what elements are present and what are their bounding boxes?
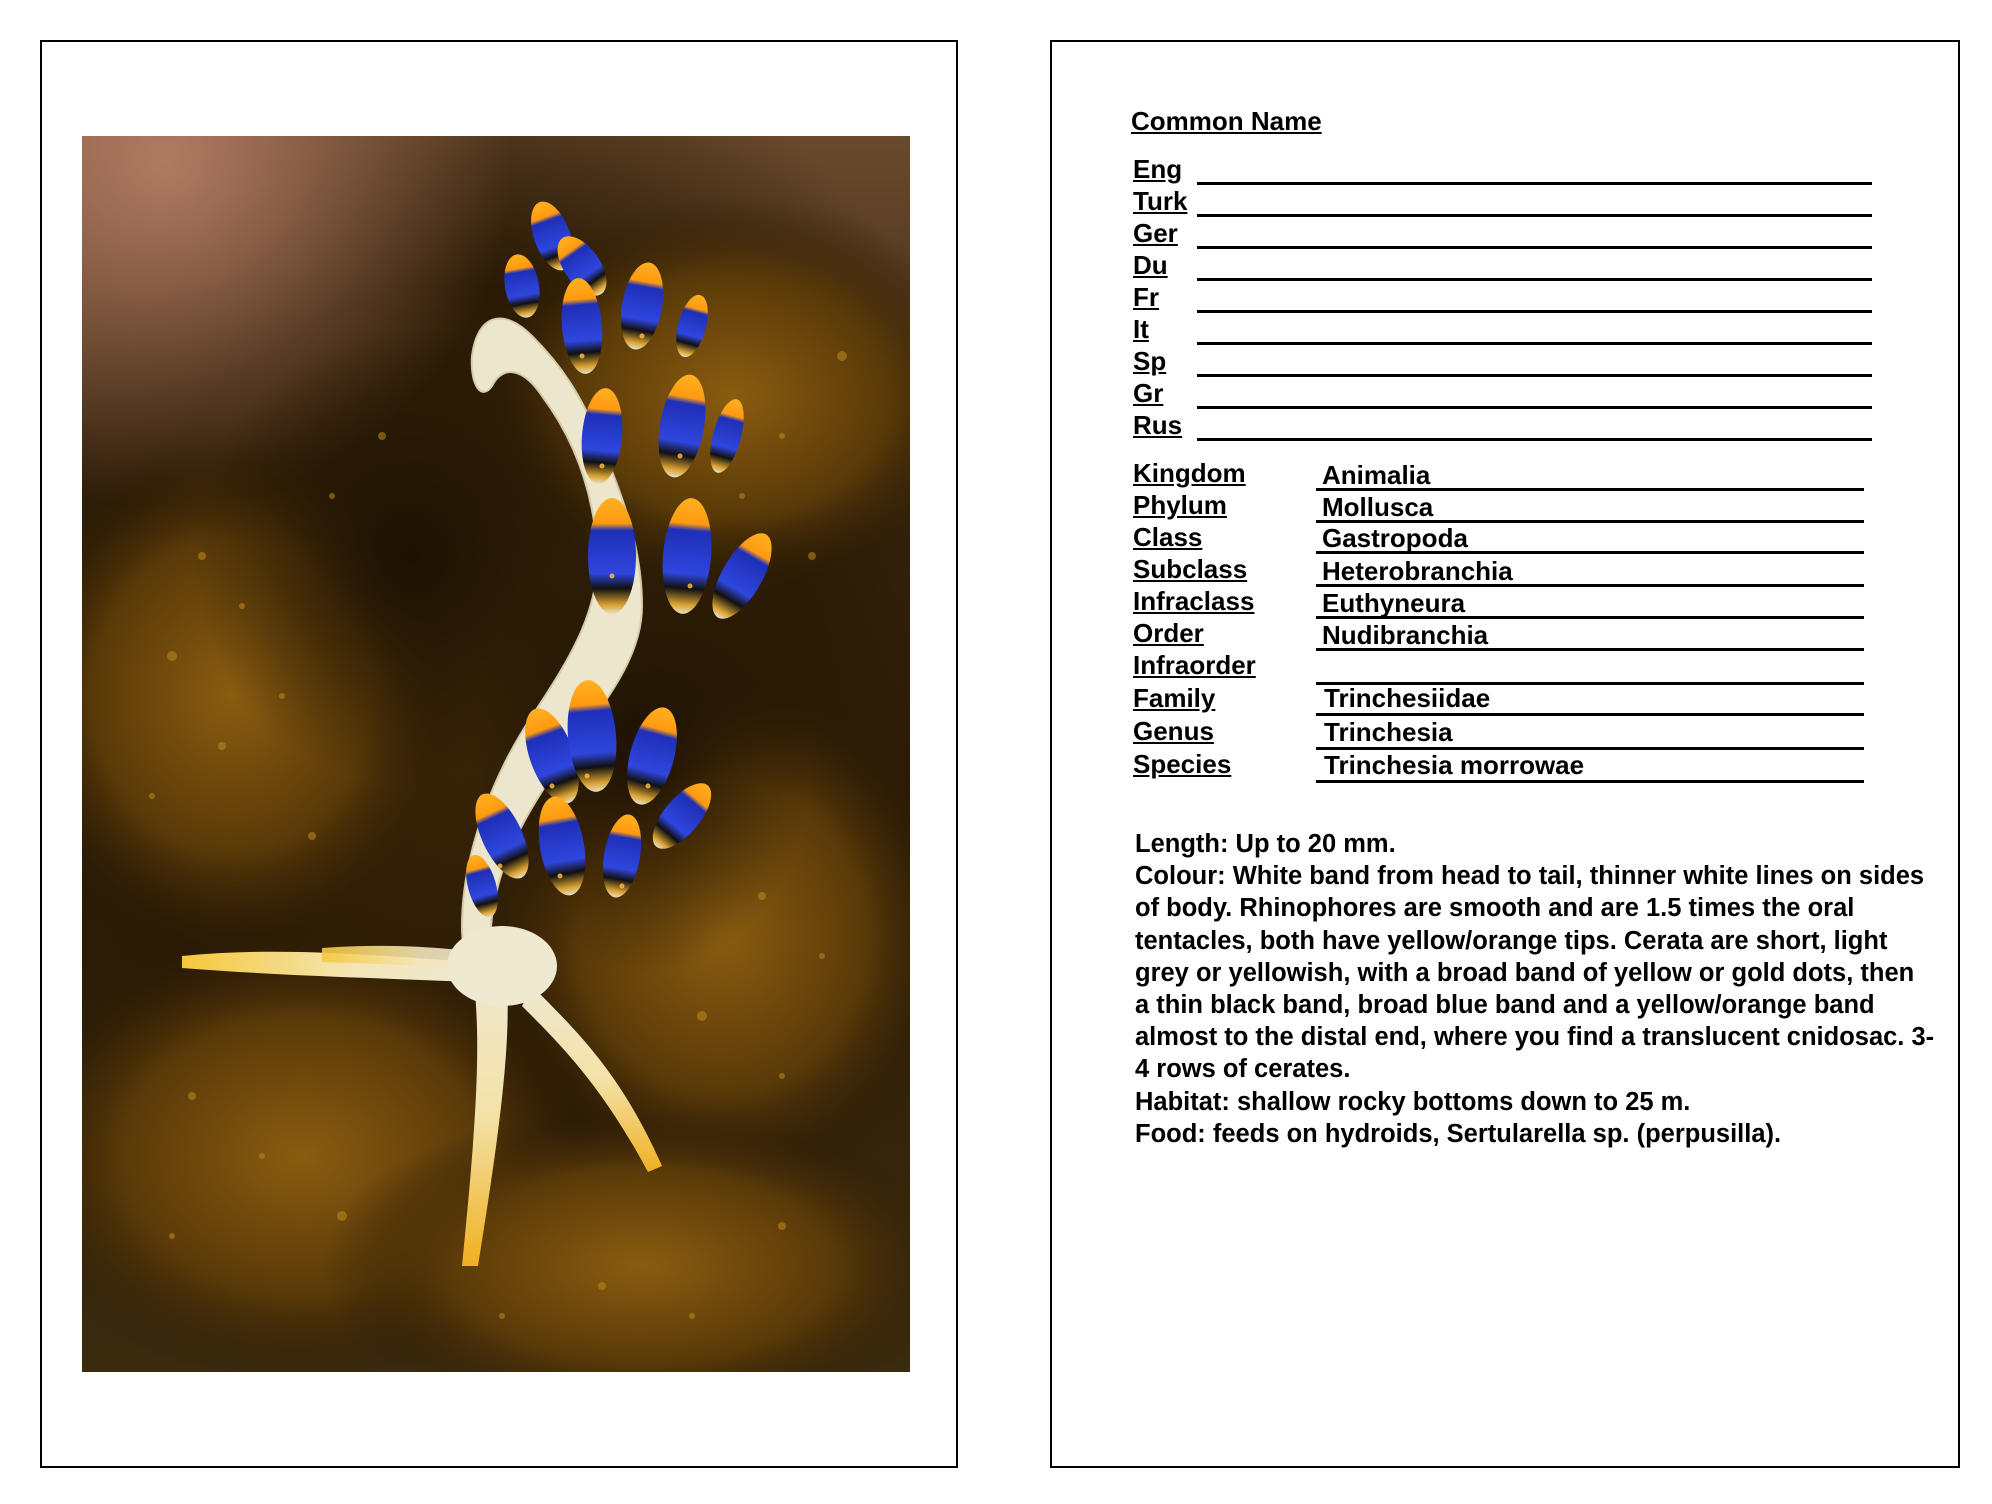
species-info-card bbox=[1050, 40, 1960, 1468]
language-label-gr: Gr bbox=[1133, 378, 1164, 408]
taxonomy-rank-kingdom: Kingdom bbox=[1133, 458, 1246, 488]
common-name-line-ger bbox=[1197, 246, 1872, 249]
common-name-line-eng bbox=[1197, 182, 1872, 185]
common-name-line-turk bbox=[1197, 214, 1872, 217]
taxonomy-value-kingdom: Animalia bbox=[1322, 460, 1431, 490]
taxonomy-line-species bbox=[1316, 780, 1864, 783]
taxonomy-value-subclass: Heterobranchia bbox=[1322, 556, 1513, 586]
taxonomy-value-infraclass: Euthyneura bbox=[1322, 588, 1466, 618]
common-name-line-fr bbox=[1197, 310, 1872, 313]
taxonomy-value-phylum: Mollusca bbox=[1322, 492, 1434, 522]
taxonomy-line-order bbox=[1316, 648, 1864, 651]
nudibranch-illustration bbox=[82, 136, 910, 1372]
common-name-line-du bbox=[1197, 278, 1872, 281]
language-label-rus: Rus bbox=[1133, 410, 1183, 440]
language-label-sp: Sp bbox=[1133, 346, 1167, 376]
taxonomy-rank-class: Class bbox=[1133, 522, 1203, 552]
taxonomy-line-infraclass bbox=[1316, 616, 1864, 619]
common-name-line-gr bbox=[1197, 406, 1872, 409]
language-label-it: It bbox=[1133, 314, 1149, 344]
taxonomy-value-family: Trinchesiidae bbox=[1324, 683, 1491, 713]
taxonomy-line-kingdom bbox=[1316, 488, 1864, 491]
taxonomy-value-species: Trinchesia morrowae bbox=[1324, 750, 1585, 780]
taxonomy-line-class bbox=[1316, 551, 1864, 554]
language-label-fr: Fr bbox=[1133, 282, 1159, 312]
taxonomy-rank-genus: Genus bbox=[1133, 716, 1214, 746]
nudibranch-photo bbox=[82, 136, 910, 1372]
common-name-line-sp bbox=[1197, 374, 1872, 377]
common-name-line-rus bbox=[1197, 438, 1872, 441]
taxonomy-rank-subclass: Subclass bbox=[1133, 554, 1248, 584]
taxonomy-value-order: Nudibranchia bbox=[1322, 620, 1489, 650]
language-label-turk: Turk bbox=[1133, 186, 1188, 216]
common-name-heading: Common Name bbox=[1131, 106, 1322, 136]
description-food: Food: feeds on hydroids, Sertularella sp. (perpusilla). bbox=[1135, 1119, 1782, 1148]
description-habitat: Habitat: shallow rocky bottoms down to 25 m. bbox=[1135, 1087, 1691, 1116]
taxonomy-rank-family: Family bbox=[1133, 683, 1216, 713]
taxonomy-rank-infraorder: Infraorder bbox=[1133, 650, 1256, 680]
language-label-eng: Eng bbox=[1133, 154, 1183, 184]
species-description bbox=[1135, 828, 1935, 1150]
taxonomy-value-class: Gastropoda bbox=[1322, 523, 1468, 553]
taxonomy-value-genus: Trinchesia bbox=[1324, 717, 1453, 747]
photo-card bbox=[40, 40, 958, 1468]
taxonomy-rank-phylum: Phylum bbox=[1133, 490, 1227, 520]
description-length: Length: Up to 20 mm. bbox=[1135, 830, 1396, 858]
taxonomy-rank-infraclass: Infraclass bbox=[1133, 586, 1255, 616]
taxonomy-line-subclass bbox=[1316, 584, 1864, 587]
taxonomy-rank-order: Order bbox=[1133, 618, 1204, 648]
common-name-line-it bbox=[1197, 342, 1872, 345]
taxonomy-line-family bbox=[1316, 713, 1864, 716]
language-label-du: Du bbox=[1133, 250, 1168, 280]
taxonomy-rank-species: Species bbox=[1133, 749, 1232, 779]
description-colour: Colour: White band from head to tail, thinner white lines on sides of body. Rhinophores are smooth and are 1.5 times the oral tentacles, both have yellow/orange tips. Cerata are short, light grey or yellowish, with a broad band of yellow or gold dots, then a thin black band, broad blue band and a yellow/orange band almost to the distal end, where you find a translucent cnidosac. 3-4 rows of cerates. bbox=[1135, 862, 1935, 1084]
language-label-ger: Ger bbox=[1133, 218, 1178, 248]
